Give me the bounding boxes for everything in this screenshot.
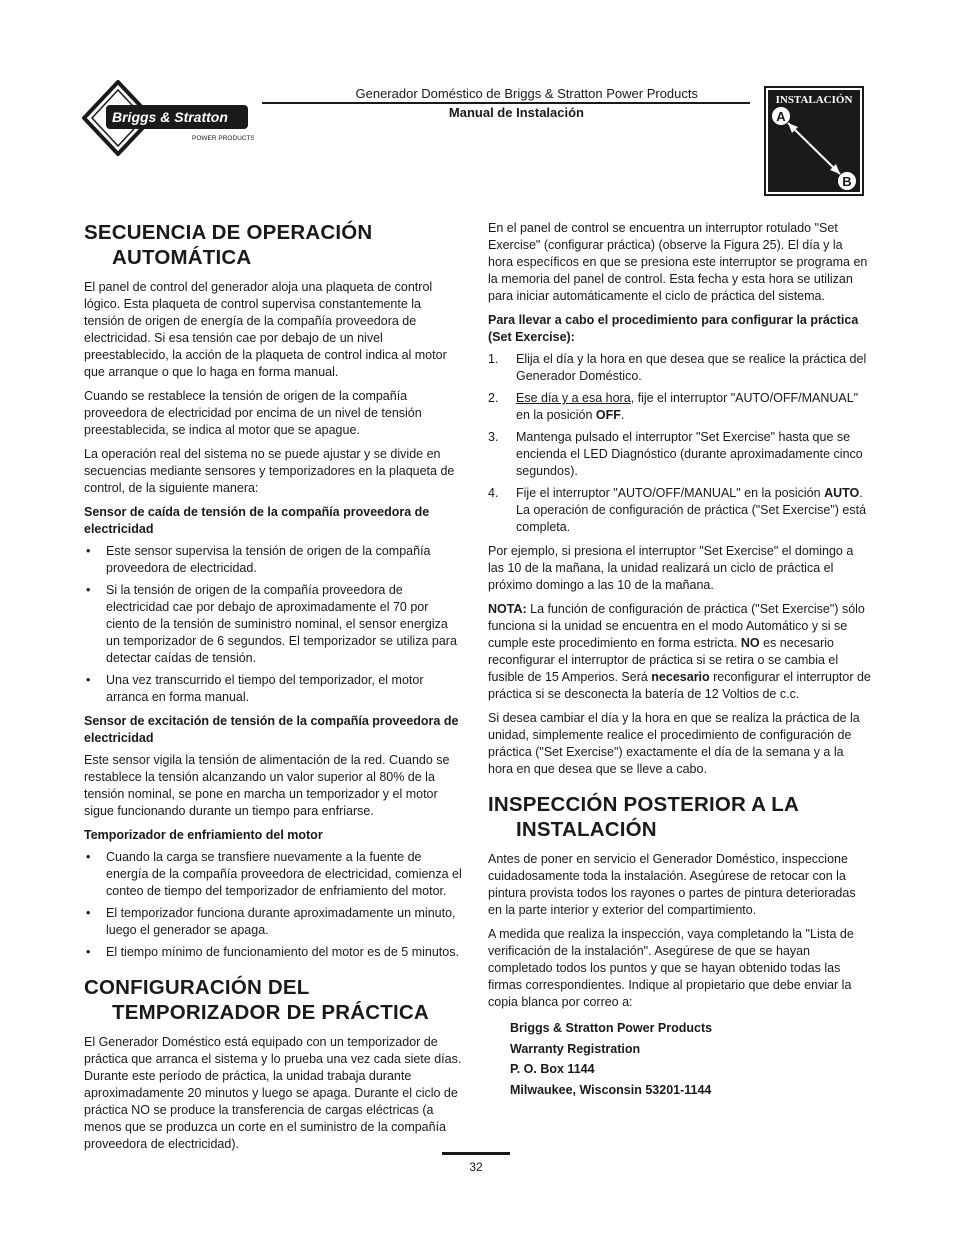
briggs-stratton-logo — [82, 80, 254, 156]
note-text-bold: NO — [740, 636, 760, 650]
paragraph: Cuando se restablece la tensión de origen de la compañía proveedora de electricidad por encima de un nivel de tensión preestablecida, se indica al motor que se apague. — [84, 389, 422, 437]
paragraph: La operación real del sistema no se puede ajustar y se divide en secuencias mediante sensores y temporizadores en la plaqueta de control, de la siguiente manera: — [84, 447, 455, 495]
page-number: 32 — [469, 1160, 483, 1174]
paragraph: Este sensor vigila la tensión de alimentación de la red. Cuando se restablece la tensión alcanzando un valor superior al 80% de la tensión nominal, se pone en marcha un temporizador y el motor sigue funcionando durante un tiempo para enfriarse. — [84, 753, 450, 818]
heading-inspeccion: INSPECCIÓN POSTERIOR A LA INSTALACIÓN — [488, 793, 799, 841]
step-text: , fije el interruptor "AUTO/OFF/MANUAL" en la posición — [516, 391, 859, 422]
bullet-list — [84, 849, 464, 961]
list-item — [488, 351, 871, 385]
list-item — [488, 390, 871, 424]
heading-secuencia: SECUENCIA DE OPERACIÓN AUTOMÁTICA — [84, 221, 373, 269]
step-text: Elija el día y la hora en que desea que se realice la práctica del Generador Doméstico. — [516, 352, 867, 383]
list-number: 2. — [488, 391, 499, 405]
logo-brand-text: Briggs & Stratton — [112, 109, 228, 125]
list-item: • Cuando la carga se transfiere nuevamente a la fuente de energía de la compañía proveedora de electricidad, comienza el conteo de tiempo del temporizador de enfriamiento del motor. — [84, 849, 464, 900]
header-rule — [262, 102, 750, 104]
list-number: 4. — [488, 486, 499, 500]
list-item — [488, 485, 871, 536]
document-subtitle: Manual de Instalación — [448, 105, 584, 120]
paragraph: Si desea cambiar el día y la hora en que se realiza la práctica de la unidad, simplemente realice el procedimiento de configuración de práctica ("Set Exercise") exactamente el día de la semana y a la hora en que desea que se lleve a cabo. — [488, 711, 860, 776]
logo-sub-text: POWER PRODUCTS — [192, 135, 254, 142]
address-line: Briggs & Stratton Power Products — [510, 1021, 713, 1035]
right-column — [488, 220, 871, 1100]
step-text: Mantenga pulsado el interruptor "Set Exercise" hasta que se encienda el LED Diagnóstico (durante aproximadamente cinco segundos). — [516, 430, 863, 478]
mailing-address — [488, 1018, 871, 1100]
step-text: Fije el interruptor "AUTO/OFF/MANUAL" en la posición — [516, 486, 825, 500]
note-text: La función de configuración de práctica ("Set Exercise") sólo funciona si la unidad se encuentra en el modo Automático y si se cumple este procedimiento en forma estricta. — [488, 602, 865, 650]
step-text: . — [620, 408, 625, 422]
list-item: • El temporizador funciona durante aproximadamente un minuto, luego el generador se apaga. — [84, 905, 464, 939]
subheading-procedimiento: Para llevar a cabo el procedimiento para configurar la práctica (Set Exercise): — [488, 313, 859, 344]
numbered-list — [488, 351, 871, 536]
badge-letter-a: A — [776, 109, 786, 124]
paragraph: En el panel de control se encuentra un interruptor rotulado "Set Exercise" (configurar práctica) (observe la Figura 25). El día y la hora específicos en que se presiona este interruptor se programa en la memoria del panel de control. Esta fecha y esta hora se utilizan para iniciar automáticamente el ciclo de práctica del sistema. — [488, 221, 868, 303]
badge-label: INSTALACIÓN — [775, 94, 853, 106]
step-text-bold: AUTO — [824, 486, 860, 500]
bullet-list — [84, 543, 464, 706]
list-item — [488, 429, 871, 480]
paragraph: Antes de poner en servicio el Generador Doméstico, inspeccione cuidadosamente toda la instalación. Asegúrese de retocar con la pintura provista todos los rayones o partes de pintura deterioradas en la parte interior y exterior del compartimiento. — [488, 852, 856, 917]
paragraph: El panel de control del generador aloja una plaqueta de control lógico. Esta plaqueta de control supervisa constantemente la tensión de origen de energía de la compañía proveedora de electricidad. Si esa tensión cae por debajo de un nivel preestablecido, la acción de la plaqueta de control indica al motor que arranque o que lo haga en forma manual. — [84, 280, 447, 379]
address-line: Warranty Registration — [510, 1041, 641, 1056]
note-text: reconfigurar el interruptor de práctica si se desconecta la batería de 12 Voltios de c.c. — [488, 670, 871, 701]
note-text: es necesario reconfigurar el interruptor de práctica si se retira o se cambia el fusible de 15 Amperios. Será — [488, 636, 839, 684]
note-label: NOTA: — [488, 602, 527, 616]
address-line: P. O. Box 1144 — [510, 1062, 595, 1076]
document-title: Generador Doméstico de Briggs & Stratton Power Products — [355, 86, 698, 101]
list-number: 3. — [488, 430, 499, 444]
paragraph: Por ejemplo, si presiona el interruptor "Set Exercise" el domingo a las 10 de la mañana, la unidad realizará un ciclo de práctica el próximo domingo a las 10 de la mañana. — [488, 544, 854, 592]
subheading-temporizador: Temporizador de enfriamiento del motor — [84, 828, 323, 842]
paragraph: El Generador Doméstico está equipado con un temporizador de práctica que arranca el sistema y lo prueba una vez cada siete días. Durante este período de práctica, la unidad trabaja durante aproximadamente 20 minutos y luego se apaga. Durante el ciclo de práctica NO se produce la transferencia de cargas eléctricas (a menos que se produzca un corte en el suministro de la compañía proveedora de electricidad). — [84, 1035, 462, 1151]
note-paragraph — [488, 601, 871, 703]
subheading-sensor-caida: Sensor de caída de tensión de la compañía proveedora de electricidad — [84, 505, 430, 536]
step-text: . La operación de configuración de práctica ("Set Exercise") está completa. — [516, 486, 867, 534]
badge-letter-b: B — [842, 174, 852, 189]
footer-rule — [442, 1152, 510, 1155]
list-number: 1. — [488, 352, 499, 366]
note-text-bold: necesario — [651, 670, 710, 684]
step-text-bold: OFF — [595, 408, 621, 422]
address-line: Milwaukee, Wisconsin 53201-1144 — [510, 1082, 712, 1097]
step-text-underlined: Ese día y a esa hora — [516, 391, 631, 405]
installation-badge-icon — [764, 86, 864, 196]
list-item: • Una vez transcurrido el tiempo del temporizador, el motor arranca en forma manual. — [84, 672, 464, 706]
paragraph: A medida que realiza la inspección, vaya completando la "Lista de verificación de la instalación". Asegúrese de que se hayan completado todos los puntos y que se hayan obtenido todas las firmas correspondientes. Indique al propietario que debe enviar la copia blanca por correo a: — [488, 927, 854, 1009]
list-item: • Este sensor supervisa la tensión de origen de la compañía proveedora de electricidad. — [84, 543, 464, 577]
subheading-sensor-excitacion: Sensor de excitación de tensión de la compañía proveedora de electricidad — [84, 714, 459, 745]
left-column — [84, 220, 464, 1160]
list-item: • Si la tensión de origen de la compañía proveedora de electricidad cae por debajo de aproximadamente el 70 por ciento de la tensión de suministro nominal, el sensor energiza un temporizador de 6 segundos. El temporizador se utiliza para detectar caídas de tensión. — [84, 582, 464, 667]
heading-configuracion: CONFIGURACIÓN DEL TEMPORIZADOR DE PRÁCTICA — [84, 976, 429, 1024]
list-item: • El tiempo mínimo de funcionamiento del motor es de 5 minutos. — [84, 944, 464, 961]
